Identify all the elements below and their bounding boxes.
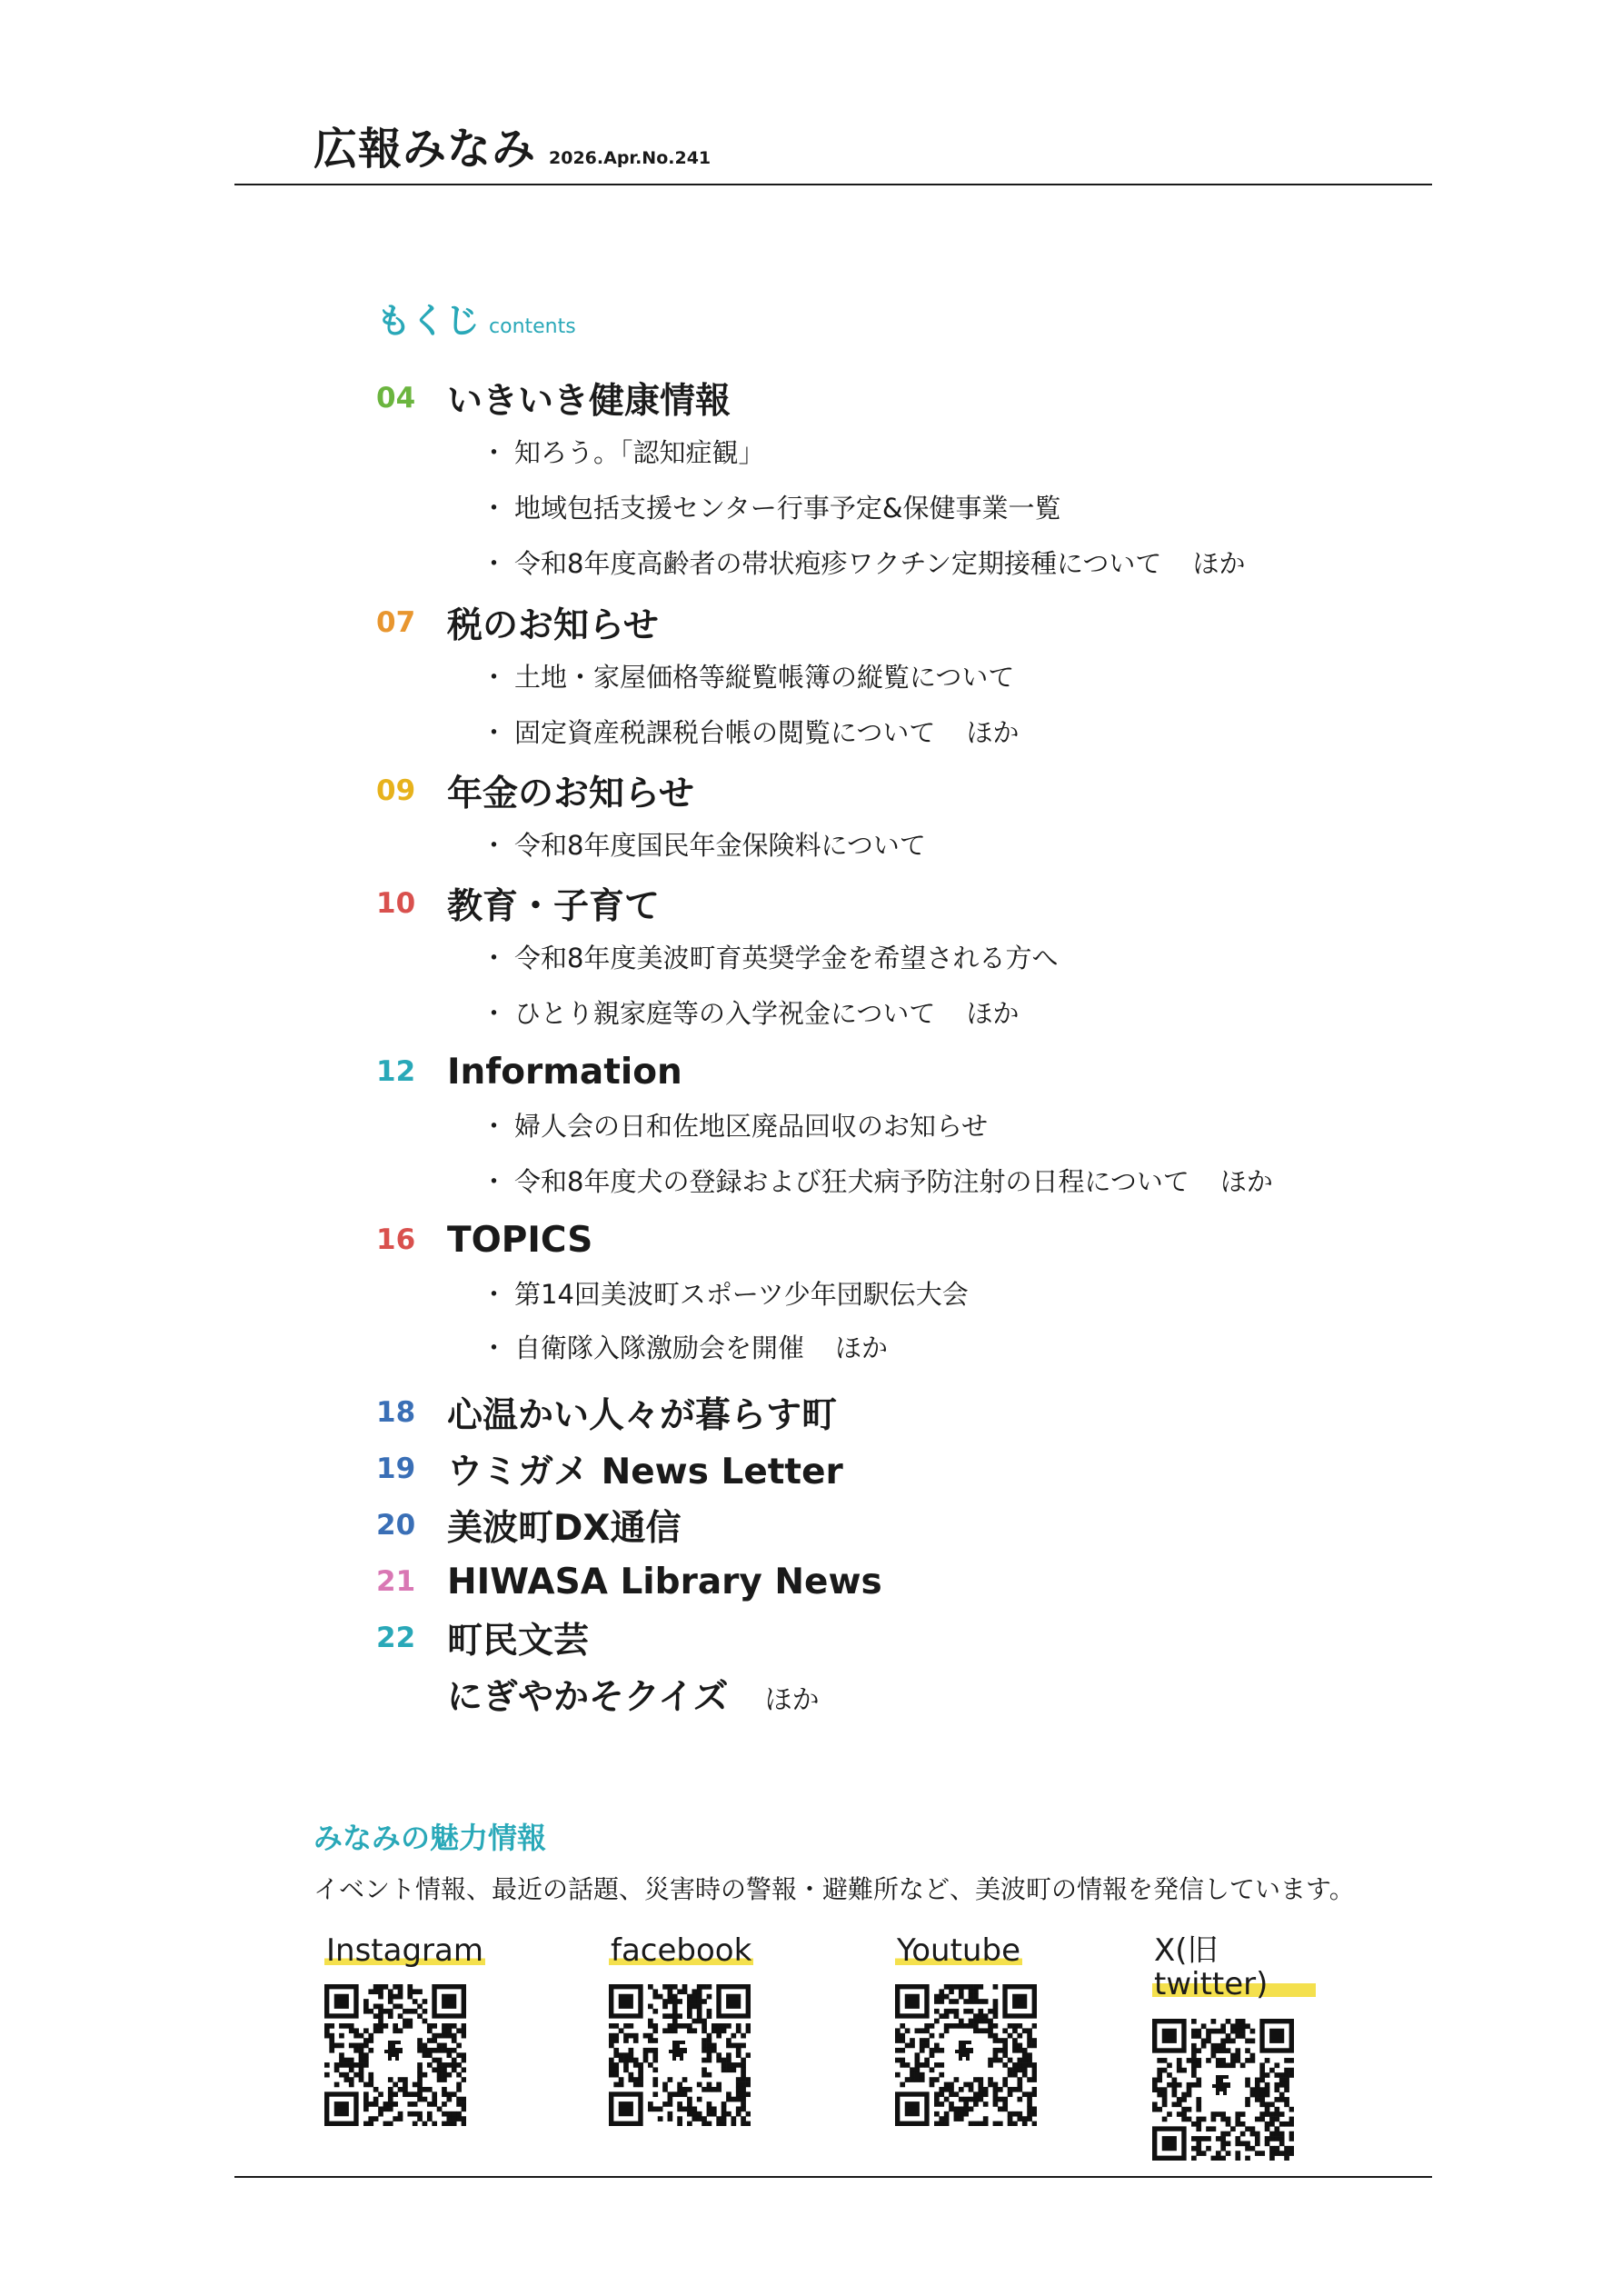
youtube-qr-code[interactable] xyxy=(895,1984,1037,2126)
toc-item-text: ひとり親家庭等の入学祝金について xyxy=(514,998,936,1029)
section-title: いきいき健康情報 xyxy=(447,381,731,422)
toc-item: ・ 固定資産税課税台帳の閲覧について ほか xyxy=(481,704,1376,759)
section-title xyxy=(447,1669,820,1720)
toc-item: ・ 令和8年度国民年金保険料について xyxy=(481,816,1376,872)
toc-item: ・ 令和8年度犬の登録および狂犬病予防注射の日程について ほか xyxy=(481,1153,1376,1208)
toc-section-16 xyxy=(376,1214,1376,1372)
toc-item-more: ほか xyxy=(835,1332,889,1363)
section-title: TOPICS xyxy=(447,1219,593,1261)
toc-heading xyxy=(376,293,576,343)
bottom-rule xyxy=(234,2176,1432,2178)
toc-item-more: ほか xyxy=(1192,548,1246,579)
section-title: Information xyxy=(447,1051,682,1093)
section-number: 07 xyxy=(376,606,416,639)
section-title: 美波町DX通信 xyxy=(447,1508,682,1549)
toc-item-more: ほか xyxy=(966,998,1020,1029)
qr-block-x xyxy=(1152,1934,1316,2161)
toc-section-20 xyxy=(376,1497,1376,1553)
toc-item-text: 自衛隊入隊激励会を開催 xyxy=(514,1332,805,1363)
section-number: 09 xyxy=(376,774,416,807)
section-number: 16 xyxy=(376,1223,416,1256)
section-title-text: にぎやかそクイズ xyxy=(447,1677,729,1718)
toc-section-18 xyxy=(376,1384,1376,1441)
section-title: 教育・子育て xyxy=(447,886,661,927)
toc-section-22 xyxy=(376,1610,1376,1722)
toc-item-more: ほか xyxy=(1219,1166,1273,1197)
toc-item-text: 婦人会の日和佐地区廃品回収のお知らせ xyxy=(514,1111,989,1142)
instagram-qr-code[interactable] xyxy=(324,1984,466,2126)
issue-number: 2026.Apr.No.241 xyxy=(549,148,711,168)
toc-item-text: 知ろう。「認知症観」 xyxy=(514,437,765,468)
facebook-qr-code[interactable] xyxy=(609,1984,751,2126)
masthead xyxy=(313,114,711,176)
toc-item: ・ 第14回美波町スポーツ少年団駅伝大会 xyxy=(481,1265,1376,1321)
qr-label: Youtube xyxy=(897,1932,1020,1969)
section-title: 町民文芸 xyxy=(447,1621,590,1662)
promo-description: イベント情報、最近の話題、災害時の警報・避難所など、美波町の情報を発信しています。 xyxy=(313,1874,1355,1904)
section-title: HIWASA Library News xyxy=(447,1561,882,1602)
toc-heading-en: contents xyxy=(489,315,576,338)
toc-item: ・ 知ろう。「認知症観」 xyxy=(481,424,1376,479)
toc-item: ・ ひとり親家庭等の入学祝金について ほか xyxy=(481,984,1376,1040)
toc-section-09 xyxy=(376,765,1376,872)
section-title: 税のお知らせ xyxy=(447,605,659,646)
toc-item-text: 令和8年度国民年金保険料について xyxy=(514,830,926,861)
section-number: 19 xyxy=(376,1452,416,1485)
section-number: 04 xyxy=(376,382,416,414)
toc-item-text: 土地・家屋価格等縦覧帳簿の縦覧について xyxy=(514,662,1015,693)
toc-item: ・ 令和8年度高齢者の帯状疱疹ワクチン定期接種について ほか xyxy=(481,534,1376,590)
section-number: 10 xyxy=(376,887,416,920)
section-number: 12 xyxy=(376,1055,416,1088)
toc-section-04 xyxy=(376,373,1376,590)
section-title-more: ほか xyxy=(764,1684,820,1716)
x-qr-code[interactable] xyxy=(1152,2019,1294,2161)
section-number: 18 xyxy=(376,1396,416,1429)
toc-item: ・ 土地・家屋価格等縦覧帳簿の縦覧について xyxy=(481,648,1376,704)
toc-item-text: 地域包括支援センター行事予定&保健事業一覧 xyxy=(514,493,1061,524)
toc-item-text: 令和8年度高齢者の帯状疱疹ワクチン定期接種について xyxy=(514,548,1162,579)
toc-item: ・ 自衛隊入隊激励会を開催 ほか xyxy=(481,1321,1376,1372)
qr-block-youtube xyxy=(895,1934,1059,2126)
section-number: 20 xyxy=(376,1509,416,1542)
toc-item-text: 令和8年度犬の登録および狂犬病予防注射の日程について xyxy=(514,1166,1189,1197)
toc-section-10 xyxy=(376,878,1376,1040)
toc-item-text: 第14回美波町スポーツ少年団駅伝大会 xyxy=(514,1279,969,1310)
qr-label: X(旧 twitter) xyxy=(1152,1934,1316,2002)
toc-section-19 xyxy=(376,1441,1376,1497)
toc-item: ・ 令和8年度美波町育英奨学金を希望される方へ xyxy=(481,929,1376,984)
section-number: 22 xyxy=(376,1622,416,1654)
qr-block-facebook xyxy=(609,1934,772,2126)
qr-label: Instagram xyxy=(326,1932,483,1969)
section-title: 心温かい人々が暮らす町 xyxy=(447,1395,838,1436)
section-title: ウミガメ News Letter xyxy=(447,1452,843,1492)
toc-section-07 xyxy=(376,597,1376,759)
section-title: 年金のお知らせ xyxy=(447,774,694,814)
top-rule xyxy=(234,184,1432,185)
toc-item-text: 固定資産税課税台帳の閲覧について xyxy=(514,717,936,748)
qr-label: facebook xyxy=(611,1932,752,1969)
toc-item: ・ 地域包括支援センター行事予定&保健事業一覧 xyxy=(481,479,1376,534)
toc-section-21 xyxy=(376,1553,1376,1610)
toc-item: ・ 婦人会の日和佐地区廃品回収のお知らせ xyxy=(481,1097,1376,1153)
toc-item-text: 令和8年度美波町育英奨学金を希望される方へ xyxy=(514,943,1059,973)
section-number: 21 xyxy=(376,1565,416,1598)
toc-section-12 xyxy=(376,1046,1376,1208)
publication-title: 広報みなみ xyxy=(313,124,537,175)
toc-item-more: ほか xyxy=(966,717,1020,748)
promo-title: みなみの魅力情報 xyxy=(313,1821,547,1855)
toc-heading-jp: もくじ xyxy=(376,301,481,341)
qr-block-instagram xyxy=(324,1934,488,2126)
